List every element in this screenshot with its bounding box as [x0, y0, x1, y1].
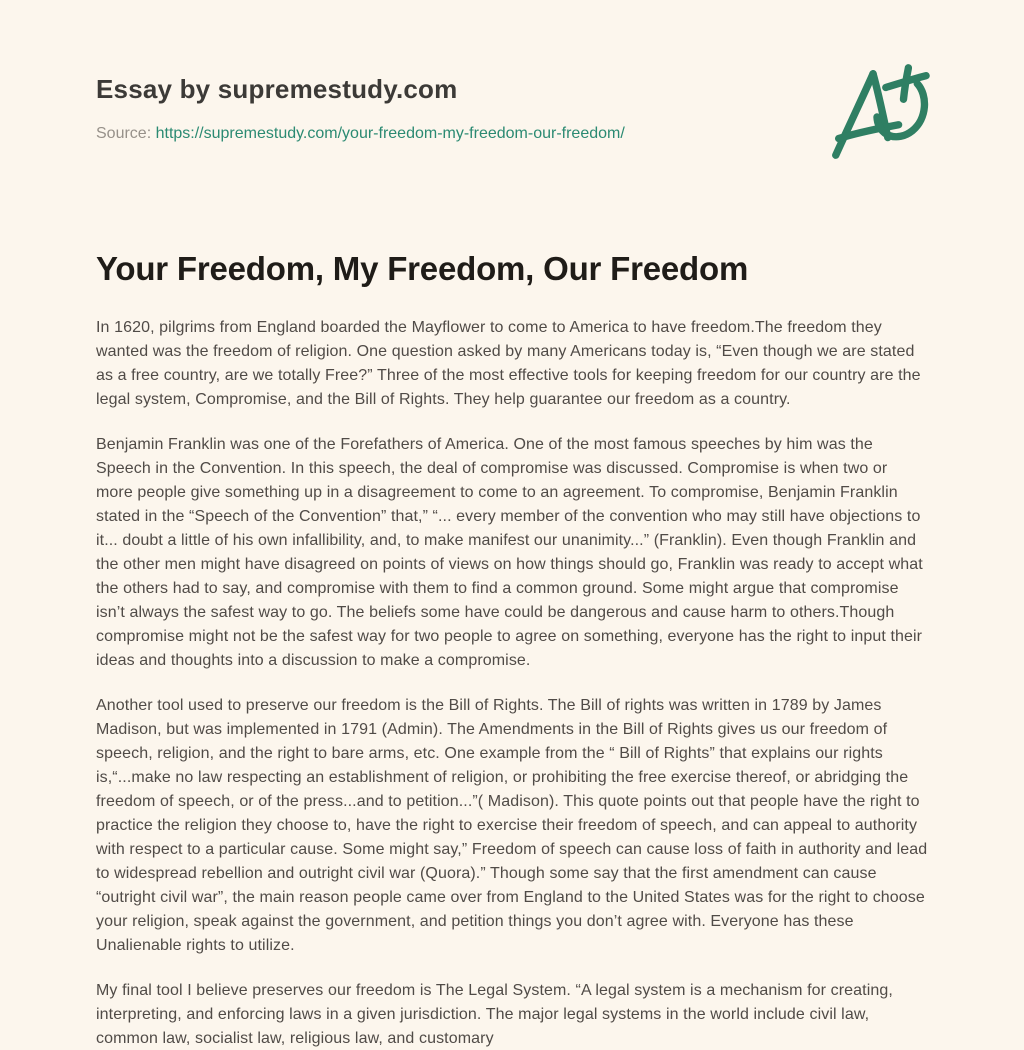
essay-title: Your Freedom, My Freedom, Our Freedom — [96, 250, 749, 287]
source-line — [96, 124, 928, 144]
essay-paragraph-4: My final tool I believe preserves our freedom is The Legal System. “A legal system is a mechanism for creating, interpreting, and enforcing laws in a given jurisdiction. The major legal systems in the world include civil law, common law, socialist law, religious law, and customary — [96, 982, 893, 1047]
source-url-link[interactable]: https://supremestudy.com/your-freedom-my-freedom-our-freedom/ — [155, 125, 625, 142]
essay-paragraph-1: In 1620, pilgrims from England boarded the Mayflower to come to America to have freedom.The freedom they wanted was the freedom of religion. One question asked by many Americans today is, “Even though we are stated as a free country, are we totally Free?” Three of the most effective tools for keeping freedom for our country are the legal system, Compromise, and the Bill of Rights. They help guarantee our freedom as a country. — [96, 319, 921, 408]
essay-by-heading: Essay by supremestudy.com — [96, 74, 458, 104]
essay-body — [96, 316, 928, 1050]
source-label: Source: — [96, 125, 152, 142]
essay-paragraph-2: Benjamin Franklin was one of the Forefathers of America. One of the most famous speeches by him was the Speech in the Convention. In this speech, the deal of compromise was discussed. Compromise is when two or more people give something up in a disagreement to come to an agreement. To compromise, Benjamin Franklin stated in the “Speech of the Convention” that,” “... every member of the convention who may still have objections to it... doubt a little of his own infallibility, and, to make manifest our unanimity...” (Franklin). Even though Franklin and the other men might have disagreed on points of views on how things should go, Franklin was ready to accept what the others had to say, and compromise with them to find a common ground. Some might argue that compromise isn’t always the safest way to go. The beliefs some have could be dangerous and cause harm to others.Though compromise might not be the safest way for two people to agree on something, everyone has the right to input their ideas and thoughts into a discussion to make a compromise. — [96, 436, 923, 669]
essay-paragraph-3: Another tool used to preserve our freedom is the Bill of Rights. The Bill of rights was written in 1789 by James Madison, but was implemented in 1791 (Admin). The Amendments in the Bill of Rights gives us our freedom of speech, religion, and the right to bare arms, etc. One example from the “ Bill of Rights” that explains our rights is,“...make no law respecting an establishment of religion, or prohibiting the free exercise thereof, or abridging the freedom of speech, or of the press...and to petition...”( Madison). This quote points out that people have the right to practice the religion they choose to, have the right to exercise their freedom of speech, and can appeal to authority with respect to a particular cause. Some might say,” Freedom of speech can cause loss of faith in authority and lead to widespread rebellion and outright civil war (Quora).” Though some say that the first amendment can cause “outright civil war”, the main reason people came over from England to the United States was for the right to choose your religion, speak against the government, and petition things you don’t agree with. Everyone has these Unalienable rights to utilize. — [96, 697, 928, 954]
